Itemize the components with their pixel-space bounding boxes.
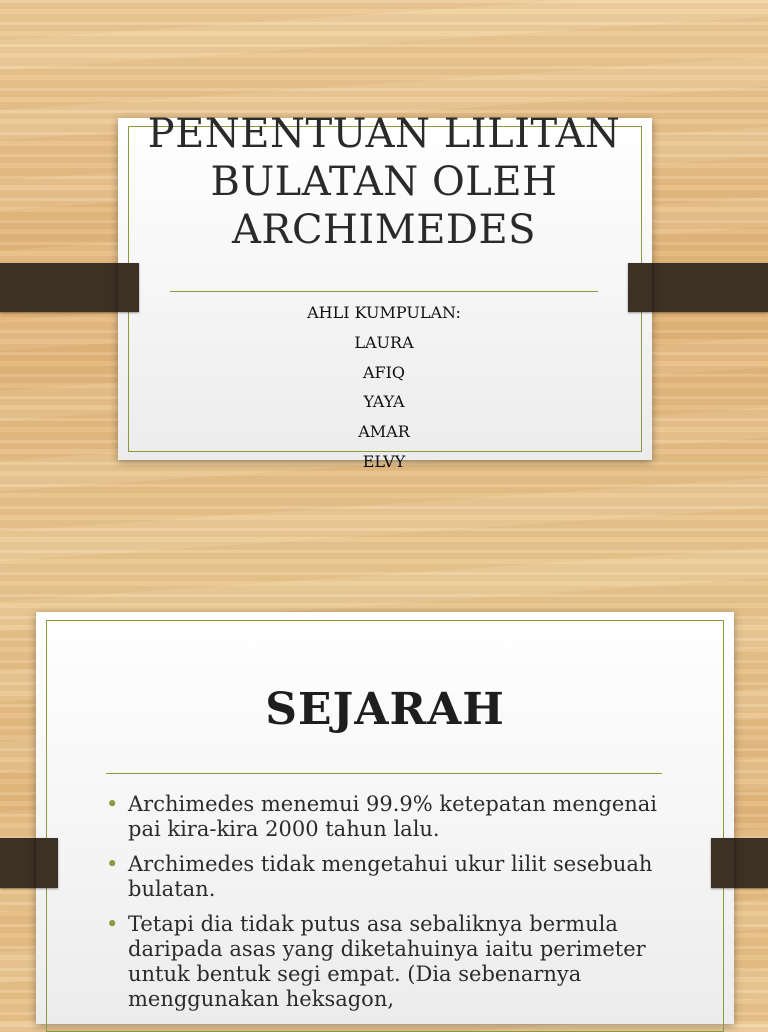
member-name: YAYA	[363, 392, 405, 412]
bullet-text: Archimedes tidak mengetahui ukur lilit sesebuah bulatan.	[128, 852, 653, 901]
history-title: SEJARAH	[265, 684, 505, 735]
bullet-item	[104, 792, 684, 842]
member-name: ELVY	[362, 451, 406, 471]
slide2-right-strap-overlap	[711, 838, 734, 888]
title-divider	[170, 291, 598, 292]
title-line-2: BULATAN OLEH	[210, 159, 558, 205]
history-bullet-list	[104, 792, 684, 1022]
title-line-1: PENENTUAN LILITAN	[147, 111, 621, 157]
bullet-item	[104, 912, 684, 1012]
bullet-text: Archimedes menemui 99.9% ketepatan mengenai pai kira-kira 2000 tahun lalu.	[128, 792, 658, 841]
bullet-text: Tetapi dia tidak putus asa sebaliknya bermula daripada asas yang diketahuinya iaitu perimeter untuk bentuk segi empat. (Dia sebenarnya menggunakan heksagon,	[128, 912, 646, 1011]
bullet-item	[104, 852, 684, 902]
members-heading: AHLI KUMPULAN:	[307, 303, 461, 322]
member-name: AMAR	[358, 422, 410, 442]
history-divider	[106, 773, 662, 774]
title-line-3: ARCHIMEDES	[231, 207, 537, 253]
presentation-title	[0, 110, 768, 254]
bullet-dot-icon: •	[106, 792, 119, 816]
bullet-dot-icon: •	[106, 912, 119, 936]
member-name: AFIQ	[362, 362, 406, 382]
group-members-list	[118, 298, 650, 477]
member-name: LAURA	[354, 332, 414, 352]
bullet-dot-icon: •	[106, 852, 119, 876]
slide2-left-strap-overlap	[36, 838, 58, 888]
